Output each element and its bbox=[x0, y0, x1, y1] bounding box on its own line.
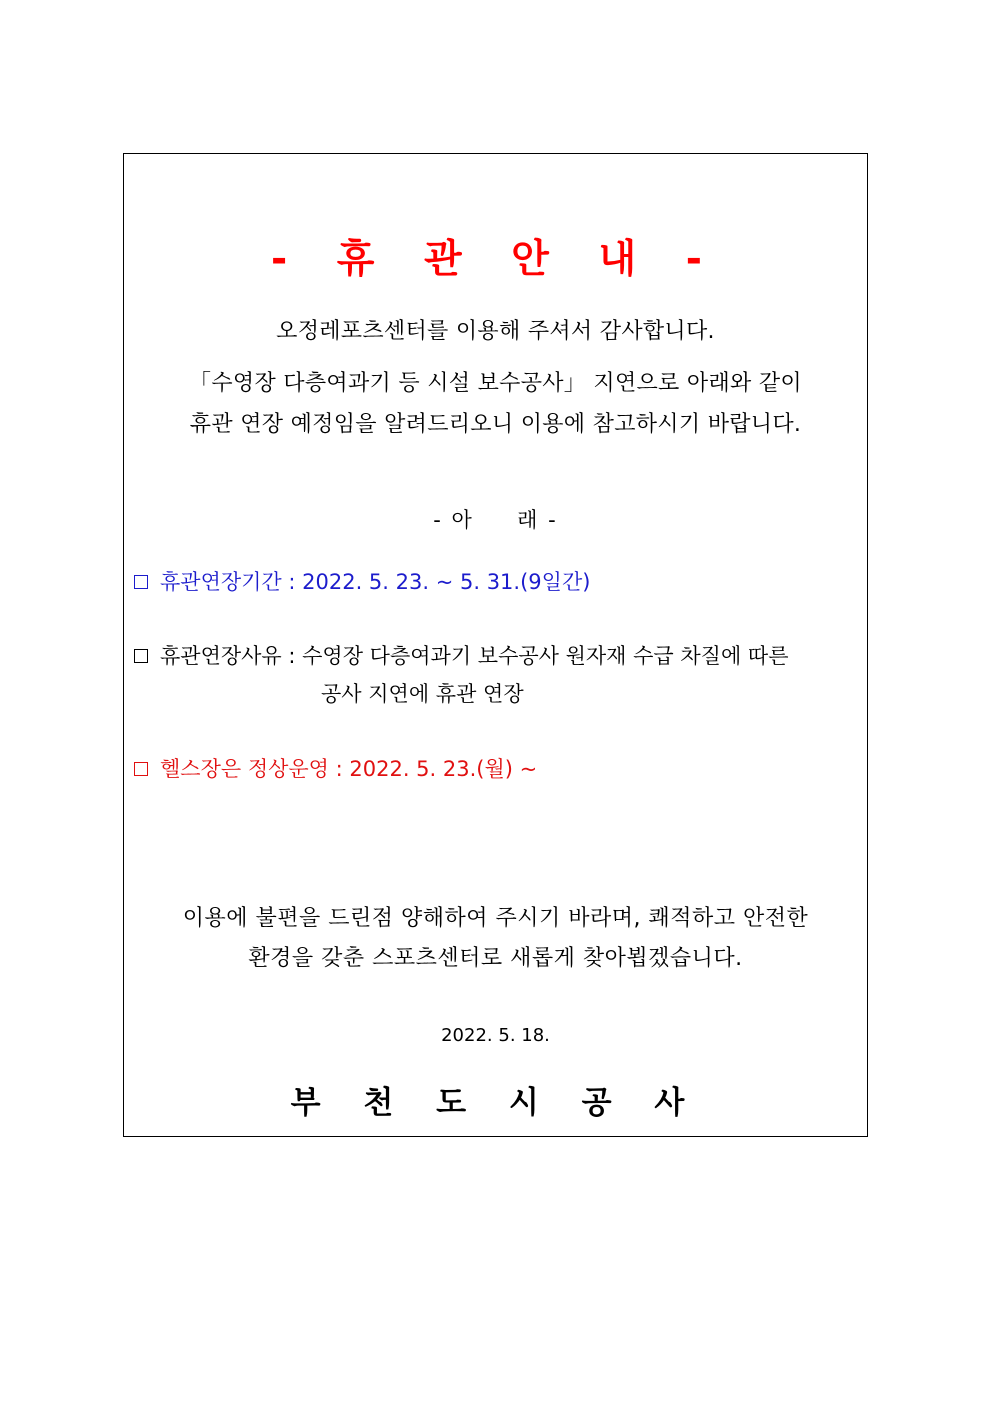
section-heading: - 아 래 - bbox=[433, 508, 558, 532]
closing-line-2: 환경을 갖춘 스포츠센터로 새롭게 찾아뵙겠습니다. bbox=[248, 946, 743, 971]
gym-operation-text: 헬스장은 정상운영 : 2022. 5. 23.(월) ~ bbox=[160, 757, 538, 781]
intro-line-1: 오정레포츠센터를 이용해 주셔서 감사합니다. bbox=[276, 319, 715, 344]
notice-box bbox=[123, 153, 868, 1137]
organization-name: 부 천 도 시 공 사 bbox=[290, 1085, 701, 1121]
checkbox-square-icon bbox=[134, 575, 148, 589]
gym-operation-item bbox=[134, 754, 537, 784]
closure-period-text: 휴관연장기간 : 2022. 5. 23. ~ 5. 31.(9일간) bbox=[160, 570, 591, 594]
closure-reason-continuation: 공사 지연에 휴관 연장 bbox=[321, 682, 524, 706]
intro-line-2: 「수영장 다층여과기 등 시설 보수공사」 지연으로 아래와 같이 bbox=[189, 371, 802, 396]
checkbox-square-icon bbox=[134, 649, 148, 663]
notice-title: - 휴 관 안 내 - bbox=[271, 237, 720, 282]
intro-line-3: 휴관 연장 예정임을 알려드리오니 이용에 참고하시기 바랍니다. bbox=[189, 412, 802, 437]
closing-line-1: 이용에 불편을 드린점 양해하여 주시기 바라며, 쾌적하고 안전한 bbox=[182, 906, 809, 931]
closure-reason-item bbox=[134, 641, 788, 671]
closure-reason-text: 휴관연장사유 : 수영장 다층여과기 보수공사 원자재 수급 차질에 따른 bbox=[160, 644, 789, 668]
closure-period-item bbox=[134, 567, 590, 597]
checkbox-square-icon bbox=[134, 762, 148, 776]
notice-date: 2022. 5. 18. bbox=[441, 1025, 550, 1046]
